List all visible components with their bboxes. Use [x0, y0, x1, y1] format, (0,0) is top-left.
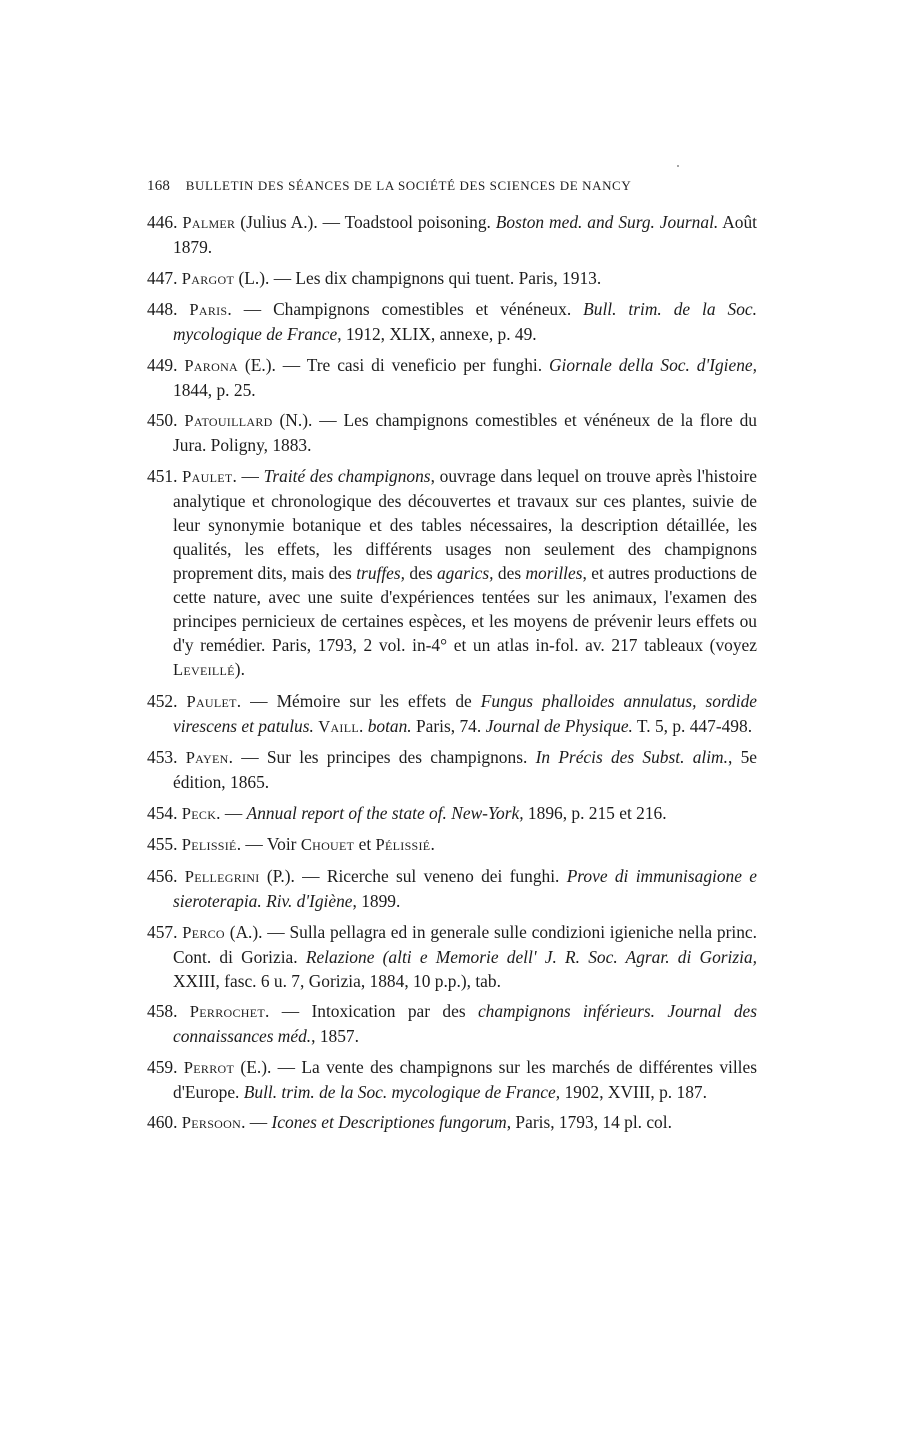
bibliography-entry: [147, 999, 757, 1048]
title-text: truffes,: [356, 562, 406, 583]
entry-number: 454.: [147, 802, 182, 823]
entry-text: XXIII, fasc. 6 u. 7, Gorizia, 1884, 10 p.p.), tab.: [173, 970, 501, 991]
bibliography-entry: [147, 464, 757, 682]
entry-text: Août 1879.: [173, 212, 758, 257]
entry-text: et: [354, 834, 376, 855]
bibliography-entry: [147, 1055, 757, 1104]
bibliography-entry: [147, 864, 757, 913]
ink-speck: [677, 165, 679, 167]
title-text: Bull. trim. de la Soc. mycologique de France: [173, 299, 757, 345]
bibliography-entry: [147, 1110, 757, 1135]
bibliography-entry: [147, 297, 757, 346]
title-text: agarics,: [436, 562, 494, 583]
author-name: Palmer: [182, 213, 236, 232]
title-text: Traité des champignons: [263, 465, 431, 486]
bibliography-entry: [147, 408, 757, 457]
entry-number: 458.: [147, 1001, 190, 1022]
bibliography-entry: [147, 745, 757, 794]
entry-text: . —: [232, 465, 264, 486]
entry-text: Paris, 74.: [411, 715, 486, 736]
bibliography-entry: [147, 689, 757, 739]
title-text: Journal de Physique.: [485, 715, 633, 736]
entry-number: 451.: [147, 465, 183, 486]
entry-number: 460.: [147, 1112, 182, 1133]
title-text: Prove di immunisagione e sieroterapia. Riv. d'Igiène: [173, 865, 757, 911]
entry-text: (A.). — Sulla pellagra ed in generale sulle condizioni igieniche nella princ. Cont. di Gorizia.: [173, 921, 757, 967]
author-name: Persoon: [181, 1113, 242, 1133]
entry-text: (N.). — Les champignons comestibles et vénéneux de la flore du Jura. Poligny, 1883.: [173, 410, 758, 456]
entry-number: 457.: [147, 921, 183, 942]
running-title: BULLETIN DES SÉANCES DE LA SOCIÉTÉ DES SCIENCES DE NANCY: [185, 178, 632, 193]
bibliography-list: [147, 210, 757, 1142]
page-number: 168: [147, 178, 171, 194]
page-header: [147, 178, 767, 195]
entry-text: . — Intoxication par des: [265, 1001, 478, 1022]
title-text: Relazione (alti e Memorie dell' J. R. Soc. Agrar. di Gorizia,: [305, 946, 758, 967]
bibliography-entry: [147, 832, 757, 857]
bibliography-entry: [147, 801, 757, 826]
title-text: botan.: [367, 715, 412, 736]
author-name: Pellegrini: [184, 866, 260, 886]
entry-text: , Paris, 1793, 14 pl. col.: [506, 1112, 672, 1133]
author-name: Peck: [181, 803, 217, 823]
entry-number: 456.: [147, 865, 185, 886]
entry-text: des: [405, 562, 437, 583]
entry-text: (Julius A.). — Toadstool poisoning.: [235, 212, 496, 232]
entry-text: . — Voir: [236, 834, 301, 855]
bibliography-entry: [147, 920, 757, 993]
bibliography-entry: [147, 210, 757, 259]
author-name: Paris: [189, 300, 228, 320]
author-name: Paulet: [186, 691, 237, 711]
entry-number: 449.: [147, 354, 185, 375]
entry-number: 446.: [147, 212, 183, 232]
entry-text: (P.). — Ricerche sul veneno dei funghi.: [259, 865, 567, 886]
author-name: Paulet: [182, 466, 233, 486]
entry-text: des: [493, 562, 526, 583]
entry-text: 1844, p. 25.: [173, 379, 256, 400]
title-text: Annual report of the state of. New-York,: [246, 802, 524, 823]
entry-text: , 5e édition, 1865.: [173, 747, 757, 793]
author-name: Perrot: [183, 1057, 235, 1077]
entry-number: 459.: [147, 1056, 184, 1077]
author-name: Pargot: [181, 268, 235, 288]
entry-text: , 1899.: [352, 890, 401, 911]
title-text: Icones et Descriptiones fungorum: [271, 1112, 507, 1133]
entry-text: (L.). — Les dix champignons qui tuent. Paris, 1913.: [234, 267, 602, 288]
entry-text: , et autres productions de cette nature, avec une suite d'expériences tentées sur les animaux, l'examen des principes pernicieux de certaines espèces, et les moyens de prévenir leurs effets ou d'y remédier. Paris, 1793, 2 vol. in-4° et un atlas in-fol. av. 217 tableaux (voyez: [173, 562, 757, 655]
title-text: champignons inférieurs. Journal des connaissances méd.: [173, 1001, 757, 1047]
entry-number: 453.: [147, 747, 186, 768]
author-name: Payen: [185, 748, 229, 768]
entry-text: 1902, XVIII, p. 187.: [560, 1081, 707, 1102]
title-text: In Précis des Subst. alim.: [535, 747, 728, 768]
entry-text: ).: [234, 658, 245, 679]
entry-number: 452.: [147, 690, 187, 711]
entry-text: , 1912, XLIX, annexe, p. 49.: [337, 324, 537, 345]
title-text: Fungus phalloides annulatus, sordide virescens et patulus.: [173, 690, 758, 736]
author-name: Parona: [184, 355, 239, 375]
title-text: Boston med. and Surg. Journal.: [495, 212, 719, 232]
entry-text: , ouvrage dans lequel on trouve après l'histoire analytique et chronologique des découvertes et travaux sur ces plantes, suivie de leur synonymie botanique et des tables nécessaires, la description détaillée, les qualités, les effets, les différents usages non seulement des champignons proprement dits, mais des: [173, 465, 757, 583]
author-name: Patouillard: [184, 411, 273, 431]
entry-text: . — Sur les principes des champignons.: [228, 747, 536, 768]
author-name: Pélissié: [375, 835, 431, 855]
entry-text: . —: [241, 1112, 272, 1133]
entry-text: . —: [216, 802, 247, 823]
entry-text: 1896, p. 215 et 216.: [523, 802, 667, 823]
title-text: morilles: [525, 562, 583, 583]
entry-text: T. 5, p. 447-498.: [632, 715, 753, 736]
author-name: Vaill: [318, 716, 359, 736]
entry-text: (E.). — La vente des champignons sur les marchés de différentes villes d'Europe.: [173, 1056, 757, 1102]
entry-number: 448.: [147, 299, 190, 320]
title-text: Giornale della Soc. d'Igiene,: [549, 354, 757, 375]
title-text: Bull. trim. de la Soc. mycologique de France,: [243, 1081, 561, 1102]
author-name: Chouet: [300, 835, 355, 855]
entry-number: 447.: [147, 267, 182, 288]
entry-text: .: [358, 715, 368, 736]
entry-number: 450.: [147, 410, 185, 431]
entry-text: .: [430, 834, 435, 855]
entry-text: . — Mémoire sur les effets de: [236, 690, 481, 711]
bibliography-entry: [147, 266, 757, 291]
entry-text: , 1857.: [311, 1026, 359, 1047]
author-name: Leveillé: [173, 659, 235, 679]
entry-text: . — Champignons comestibles et vénéneux.: [227, 299, 584, 320]
entry-text: (E.). — Tre casi di veneficio per funghi.: [238, 354, 549, 375]
bibliography-entry: [147, 353, 757, 402]
author-name: Pelissié: [181, 835, 237, 855]
entry-number: 455.: [147, 834, 182, 855]
author-name: Perrochet: [189, 1002, 266, 1022]
author-name: Perco: [182, 922, 225, 942]
